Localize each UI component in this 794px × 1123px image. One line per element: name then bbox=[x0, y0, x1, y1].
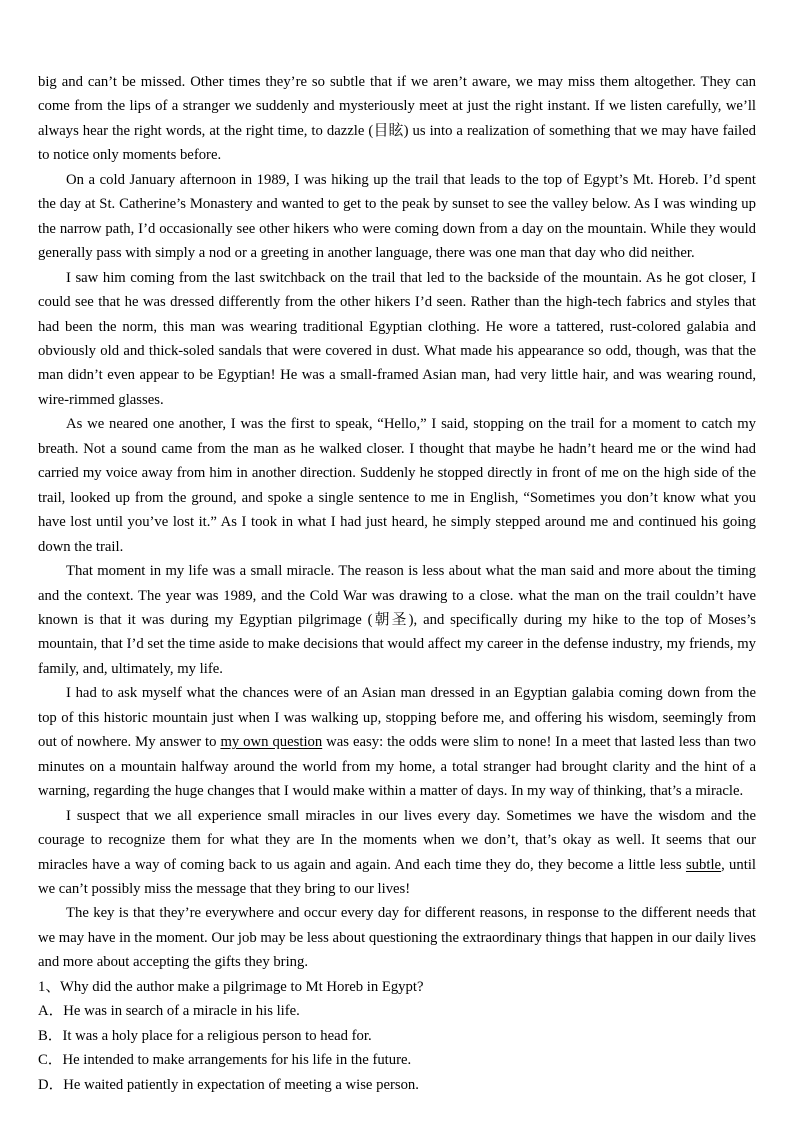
paragraph-text: big and can’t be missed. Other times they’re so subtle that if we aren’t aware, we may miss them altogether. They can come from the lips of a stranger we suddenly and mysteriously meet at just the right instant. If we listen carefully, we’ll always hear the right words, at the right time, to dazzle (目眩) us into a realization of something that we may have failed to notice only moments before. bbox=[38, 74, 756, 164]
question-text: Why did the author make a pilgrimage to Mt Horeb in Egypt? bbox=[60, 978, 424, 995]
option-D bbox=[38, 1073, 756, 1097]
option-text: He intended to make arrangements for his life in the future. bbox=[62, 1052, 412, 1069]
passage-paragraph-5 bbox=[38, 559, 756, 681]
option-C bbox=[38, 1048, 756, 1072]
option-text: It was a holy place for a religious person to head for. bbox=[62, 1027, 372, 1044]
reading-passage bbox=[38, 70, 756, 975]
option-B bbox=[38, 1024, 756, 1048]
paragraph-text: The key is that they’re everywhere and occur every day for different reasons, in response to the different needs that we may have in the moment. Our job may be less about questioning the extraordinary things that happen in our daily lives and more about accepting the gifts they bring. bbox=[38, 905, 756, 971]
page-content bbox=[38, 70, 756, 1097]
paragraph-text: I saw him coming from the last switchback on the trail that led to the backside of the mountain. As he got closer, I could see that he was dressed differently from the other hikers I’d seen. Rather than the high-tech fabrics and styles that had been the norm, this man was wearing traditional Egyptian clothing. He wore a tattered, rust-colored galabia and obviously old and thick-soled sandals that were covered in dust. What made his appearance so odd, though, was that the man didn’t even appear to be Egyptian! He was a small-framed Asian man, had very little hair, and was wearing round, wire-rimmed glasses. bbox=[38, 269, 756, 408]
passage-paragraph-4 bbox=[38, 412, 756, 559]
option-label: B． bbox=[38, 1027, 63, 1044]
question-1 bbox=[38, 975, 756, 999]
paragraph-text: was easy: the odds were slim to none! In a meet that lasted less than two minutes on a mountain halfway around the world from my home, a total stranger had brought clarity and the hint of a warning, regarding the huge changes that I would make within a matter of days. In my way of thinking, that’s a miracle. bbox=[38, 734, 756, 800]
passage-paragraph-1 bbox=[38, 70, 756, 168]
question-number: 1、 bbox=[38, 978, 61, 995]
paragraph-text: As we neared one another, I was the first to speak, “Hello,” I said, stopping on the trail for a moment to catch my breath. Not a sound came from the man as he walked closer. I thought that maybe he hadn’t heard me or the wind had carried my voice away from him in another direction. Suddenly he stopped directly in front of me on the high side of the trail, looked up from the ground, and spoke a single sentence to me in English, “Sometimes you don’t know what you have lost until you’ve lost it.” As I took in what I had just heard, he simply stepped around me and continued his going down the trail. bbox=[38, 416, 756, 555]
passage-paragraph-8 bbox=[38, 901, 756, 974]
paragraph-text: That moment in my life was a small miracle. The reason is less about what the man said and more about the timing and the context. The year was 1989, and the Cold War was drawing to a close. what the man on the trail couldn’t have known is that it was during my Egyptian pilgrimage (朝圣), and specifically during my hike to the top of Moses’s mountain, that I’d set the time aside to make decisions that would affect my career in the defense industry, my friends, my family, and, ultimately, my life. bbox=[38, 563, 756, 677]
passage-paragraph-2 bbox=[38, 168, 756, 266]
paragraph-text: On a cold January afternoon in 1989, I was hiking up the trail that leads to the top of Egypt’s Mt. Horeb. I’d spent the day at St. Catherine’s Monastery and wanted to get to the peak by sunset to see the valley below. As I was winding up the narrow path, I’d occasionally see other hikers who were coming down from a day on the mountain. While they would generally pass with simply a nod or a greeting in another language, there was one man that day who did neither. bbox=[38, 171, 756, 262]
paragraph-text: I suspect that we all experience small miracles in our lives every day. Sometimes we have the wisdom and the courage to recognize them for what they are In the moments when we don’t, that’s okay as well. It seems that our miracles have a way of coming back to us again and again. And each time they do, they become a little less bbox=[38, 807, 756, 873]
question-block bbox=[38, 975, 756, 1097]
paragraph-text: I had to ask myself what the chances were of an Asian man dressed in an Egyptian galabia coming down from the top of this historic mountain just when I was walking up, stopping before me, and offering his wisdom, seemingly from out of nowhere. My answer to bbox=[38, 685, 756, 751]
option-text: He waited patiently in expectation of meeting a wise person. bbox=[63, 1076, 419, 1093]
underlined-phrase-subtle: subtle bbox=[685, 856, 722, 873]
option-label: A． bbox=[38, 1003, 64, 1020]
passage-paragraph-6 bbox=[38, 681, 756, 803]
option-text: He was in search of a miracle in his life. bbox=[63, 1003, 300, 1020]
option-A bbox=[38, 999, 756, 1023]
option-label: D． bbox=[38, 1076, 64, 1093]
underlined-phrase-my-own-question: my own question bbox=[220, 734, 323, 751]
option-label: C． bbox=[38, 1052, 63, 1069]
passage-paragraph-3 bbox=[38, 266, 756, 413]
passage-paragraph-7 bbox=[38, 804, 756, 902]
paragraph-text: , until we can’t possibly miss the message that they bring to our lives! bbox=[38, 856, 756, 897]
